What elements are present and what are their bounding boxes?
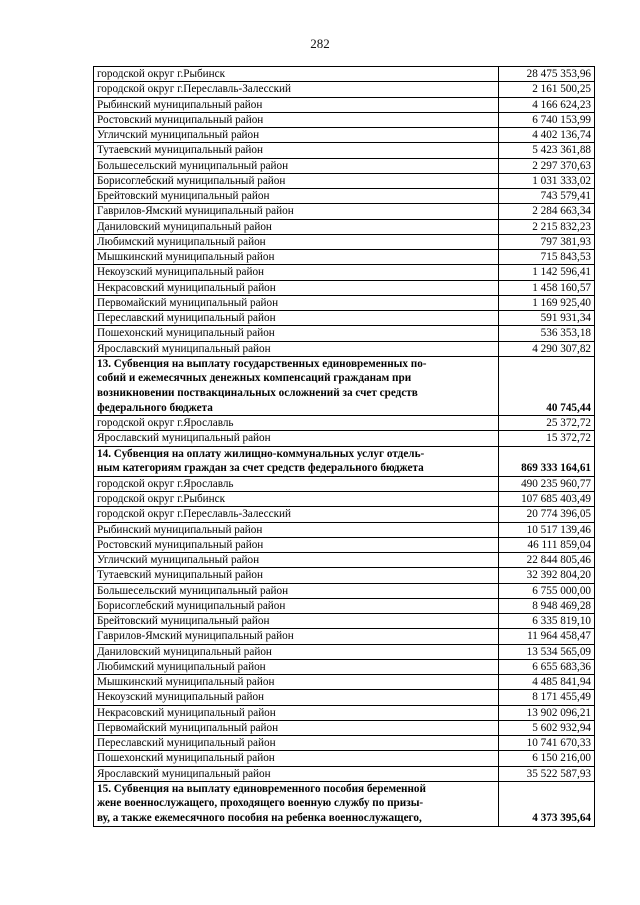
section-title-line: федерального бюджета bbox=[97, 401, 213, 414]
amount-cell: 8 171 455,49 bbox=[499, 690, 595, 705]
amount-cell: 2 284 663,34 bbox=[499, 204, 595, 219]
table-row bbox=[94, 720, 595, 735]
territory-name: Пошехонский муниципальный район bbox=[94, 326, 499, 341]
table-row bbox=[94, 690, 595, 705]
table-row bbox=[94, 659, 595, 674]
amount-cell: 8 948 469,28 bbox=[499, 598, 595, 613]
territory-name: Большесельский муниципальный район bbox=[94, 158, 499, 173]
territory-name: Угличский муниципальный район bbox=[94, 128, 499, 143]
table-row bbox=[94, 766, 595, 781]
table-row bbox=[94, 234, 595, 249]
territory-name: Ярославский муниципальный район bbox=[94, 341, 499, 356]
territory-name: Пошехонский муниципальный район bbox=[94, 751, 499, 766]
territory-name: городской округ г.Рыбинск bbox=[94, 492, 499, 507]
amount-cell: 20 774 396,05 bbox=[499, 507, 595, 522]
table-row bbox=[94, 204, 595, 219]
amount-cell: 6 740 153,99 bbox=[499, 112, 595, 127]
amount-cell: 4 290 307,82 bbox=[499, 341, 595, 356]
section-header-row bbox=[94, 356, 595, 415]
territory-name: Некоузский муниципальный район bbox=[94, 265, 499, 280]
territory-name: Гаврилов-Ямский муниципальный район bbox=[94, 204, 499, 219]
section-title bbox=[94, 356, 499, 415]
territory-name: Тутаевский муниципальный район bbox=[94, 568, 499, 583]
table-row bbox=[94, 614, 595, 629]
territory-name: Некрасовский муниципальный район bbox=[94, 280, 499, 295]
amount-cell: 13 902 096,21 bbox=[499, 705, 595, 720]
territory-name: Брейтовский муниципальный район bbox=[94, 614, 499, 629]
section-total-amount: 869 333 164,61 bbox=[499, 446, 595, 476]
table-row bbox=[94, 598, 595, 613]
territory-name: Первомайский муниципальный район bbox=[94, 295, 499, 310]
table-row bbox=[94, 158, 595, 173]
table-row bbox=[94, 705, 595, 720]
table-row bbox=[94, 568, 595, 583]
table-row bbox=[94, 537, 595, 552]
amount-cell: 2 215 832,23 bbox=[499, 219, 595, 234]
territory-name: Ростовский муниципальный район bbox=[94, 537, 499, 552]
amount-cell: 4 485 841,94 bbox=[499, 675, 595, 690]
table-row bbox=[94, 431, 595, 446]
table-row bbox=[94, 112, 595, 127]
section-title-line: 15. Субвенция на выплату единовременного пособия беременной bbox=[97, 782, 426, 795]
table-row bbox=[94, 295, 595, 310]
table-row bbox=[94, 143, 595, 158]
territory-name: Брейтовский муниципальный район bbox=[94, 189, 499, 204]
amount-cell: 15 372,72 bbox=[499, 431, 595, 446]
amount-cell: 4 166 624,23 bbox=[499, 97, 595, 112]
amount-cell: 2 161 500,25 bbox=[499, 82, 595, 97]
section-title-line: ву, а также ежемесячного пособия на ребенка военнослужащего, bbox=[97, 812, 422, 824]
section-title bbox=[94, 781, 499, 826]
territory-name: Ярославский муниципальный район bbox=[94, 431, 499, 446]
table-row bbox=[94, 311, 595, 326]
amount-cell: 5 602 932,94 bbox=[499, 720, 595, 735]
table-row bbox=[94, 265, 595, 280]
table-row bbox=[94, 751, 595, 766]
territory-name: Ростовский муниципальный район bbox=[94, 112, 499, 127]
territory-name: Борисоглебский муниципальный район bbox=[94, 173, 499, 188]
amount-cell: 6 150 216,00 bbox=[499, 751, 595, 766]
section-title-line: 13. Субвенция на выплату государственных единовременных по- bbox=[97, 357, 427, 370]
territory-name: городской округ г.Ярославль bbox=[94, 476, 499, 491]
table-row bbox=[94, 189, 595, 204]
territory-name: Борисоглебский муниципальный район bbox=[94, 598, 499, 613]
territory-name: Некоузский муниципальный район bbox=[94, 690, 499, 705]
amount-cell: 10 517 139,46 bbox=[499, 522, 595, 537]
allocation-table-body bbox=[94, 67, 595, 827]
amount-cell: 22 844 805,46 bbox=[499, 553, 595, 568]
amount-cell: 2 297 370,63 bbox=[499, 158, 595, 173]
table-row bbox=[94, 341, 595, 356]
amount-cell: 715 843,53 bbox=[499, 250, 595, 265]
table-row bbox=[94, 219, 595, 234]
territory-name: городской округ г.Переславль-Залесский bbox=[94, 507, 499, 522]
amount-cell: 25 372,72 bbox=[499, 416, 595, 431]
territory-name: Мышкинский муниципальный район bbox=[94, 250, 499, 265]
amount-cell: 536 353,18 bbox=[499, 326, 595, 341]
table-row bbox=[94, 507, 595, 522]
table-row bbox=[94, 67, 595, 82]
table-row bbox=[94, 326, 595, 341]
territory-name: Рыбинский муниципальный район bbox=[94, 97, 499, 112]
amount-cell: 1 142 596,41 bbox=[499, 265, 595, 280]
territory-name: Первомайский муниципальный район bbox=[94, 720, 499, 735]
territory-name: Любимский муниципальный район bbox=[94, 659, 499, 674]
amount-cell: 32 392 804,20 bbox=[499, 568, 595, 583]
table-row bbox=[94, 280, 595, 295]
section-title bbox=[94, 446, 499, 476]
territory-name: Некрасовский муниципальный район bbox=[94, 705, 499, 720]
amount-cell: 28 475 353,96 bbox=[499, 67, 595, 82]
table-row bbox=[94, 644, 595, 659]
table-row bbox=[94, 173, 595, 188]
table-row bbox=[94, 522, 595, 537]
amount-cell: 1 031 333,02 bbox=[499, 173, 595, 188]
section-title-line: жене военнослужащего, проходящего военную службу по призы- bbox=[97, 797, 424, 810]
amount-cell: 11 964 458,47 bbox=[499, 629, 595, 644]
amount-cell: 591 931,34 bbox=[499, 311, 595, 326]
amount-cell: 107 685 403,49 bbox=[499, 492, 595, 507]
section-header-row bbox=[94, 781, 595, 826]
amount-cell: 6 755 000,00 bbox=[499, 583, 595, 598]
territory-name: Тутаевский муниципальный район bbox=[94, 143, 499, 158]
table-row bbox=[94, 416, 595, 431]
territory-name: Угличский муниципальный район bbox=[94, 553, 499, 568]
table-row bbox=[94, 583, 595, 598]
amount-cell: 1 169 925,40 bbox=[499, 295, 595, 310]
territory-name: городской округ г.Ярославль bbox=[94, 416, 499, 431]
table-row bbox=[94, 476, 595, 491]
amount-cell: 6 335 819,10 bbox=[499, 614, 595, 629]
territory-name: Гаврилов-Ямский муниципальный район bbox=[94, 629, 499, 644]
amount-cell: 797 381,93 bbox=[499, 234, 595, 249]
table-row bbox=[94, 675, 595, 690]
territory-name: Даниловский муниципальный район bbox=[94, 644, 499, 659]
table-row bbox=[94, 736, 595, 751]
amount-cell: 46 111 859,04 bbox=[499, 537, 595, 552]
territory-name: Переславский муниципальный район bbox=[94, 736, 499, 751]
territory-name: городской округ г.Рыбинск bbox=[94, 67, 499, 82]
section-title-line: ным категориям граждан за счет средств федерального бюджета bbox=[97, 462, 424, 475]
territory-name: Большесельский муниципальный район bbox=[94, 583, 499, 598]
amount-cell: 743 579,41 bbox=[499, 189, 595, 204]
allocation-table bbox=[93, 66, 595, 827]
territory-name: Переславский муниципальный район bbox=[94, 311, 499, 326]
section-title-line: возникновении поствакцинальных осложнений за счет средств bbox=[97, 386, 418, 399]
table-row bbox=[94, 250, 595, 265]
table-row bbox=[94, 629, 595, 644]
section-title-line: 14. Субвенция на оплату жилищно-коммунальных услуг отдель- bbox=[97, 447, 425, 460]
territory-name: Рыбинский муниципальный район bbox=[94, 522, 499, 537]
table-row bbox=[94, 553, 595, 568]
amount-cell: 4 402 136,74 bbox=[499, 128, 595, 143]
table-row bbox=[94, 492, 595, 507]
section-header-row bbox=[94, 446, 595, 476]
amount-cell: 10 741 670,33 bbox=[499, 736, 595, 751]
table-row bbox=[94, 97, 595, 112]
territory-name: Любимский муниципальный район bbox=[94, 234, 499, 249]
territory-name: Мышкинский муниципальный район bbox=[94, 675, 499, 690]
amount-cell: 5 423 361,88 bbox=[499, 143, 595, 158]
territory-name: Даниловский муниципальный район bbox=[94, 219, 499, 234]
page-number: 282 bbox=[310, 36, 330, 51]
amount-cell: 1 458 160,57 bbox=[499, 280, 595, 295]
amount-cell: 490 235 960,77 bbox=[499, 476, 595, 491]
amount-cell: 35 522 587,93 bbox=[499, 766, 595, 781]
territory-name: Ярославский муниципальный район bbox=[94, 766, 499, 781]
amount-cell: 6 655 683,36 bbox=[499, 659, 595, 674]
amount-cell: 13 534 565,09 bbox=[499, 644, 595, 659]
table-row bbox=[94, 82, 595, 97]
section-title-line: собий и ежемесячных денежных компенсаций гражданам при bbox=[97, 372, 412, 385]
section-total-amount: 40 745,44 bbox=[499, 356, 595, 415]
table-row bbox=[94, 128, 595, 143]
section-total-amount: 4 373 395,64 bbox=[499, 781, 595, 826]
territory-name: городской округ г.Переславль-Залесский bbox=[94, 82, 499, 97]
